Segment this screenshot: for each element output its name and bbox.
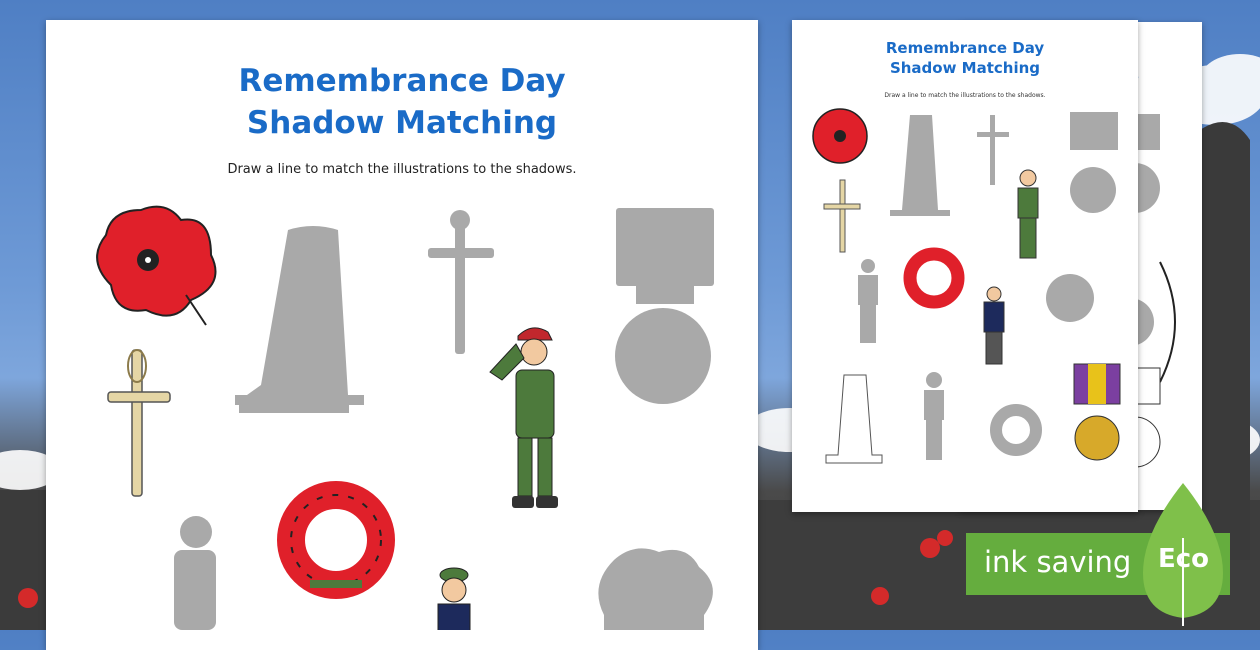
thumb-poppy-icon bbox=[813, 109, 867, 163]
ink-saving-label: ink saving bbox=[984, 545, 1132, 579]
wreath-icon[interactable] bbox=[291, 495, 381, 588]
thumb-wreath-icon bbox=[910, 254, 958, 302]
thumb-cross-shadow bbox=[977, 115, 1009, 185]
cross-shadow[interactable] bbox=[428, 210, 494, 354]
thumb-cenotaph-icon bbox=[826, 375, 882, 463]
thumb-medal-shadow bbox=[1070, 112, 1118, 213]
thumbnail-instructions: Draw a line to match the illustrations to the shadows. bbox=[884, 92, 1046, 99]
palm-cross-icon[interactable] bbox=[108, 350, 170, 496]
soldier-icon[interactable] bbox=[490, 328, 558, 508]
poppy-icon[interactable] bbox=[97, 207, 215, 325]
thumb-poppy-shadow bbox=[1046, 274, 1094, 322]
thumbnail-title-line2: Shadow Matching bbox=[889, 59, 1041, 77]
thumb-man-shadow bbox=[858, 259, 878, 343]
thumbnail-title-line1: Remembrance Day bbox=[885, 39, 1045, 57]
eco-label: Eco bbox=[1158, 544, 1210, 574]
thumbnail-front-sheet bbox=[792, 20, 1138, 512]
thumb-soldier-shadow bbox=[924, 372, 944, 460]
worksheet-instructions: Draw a line to match the illustrations to the shadows. bbox=[227, 162, 577, 177]
medal-shadow[interactable] bbox=[615, 208, 714, 404]
worksheet-page bbox=[46, 20, 758, 650]
veteran-icon[interactable] bbox=[438, 568, 470, 630]
thumb-medal-icon bbox=[1074, 364, 1120, 460]
thumb-palm-cross-icon bbox=[824, 180, 860, 252]
poppy-shadow[interactable] bbox=[598, 548, 713, 630]
thumb-veteran-icon bbox=[984, 287, 1004, 364]
cenotaph-shadow[interactable] bbox=[235, 226, 364, 413]
thumb-soldier-icon bbox=[1018, 170, 1038, 258]
thumb-cenotaph-shadow bbox=[890, 115, 950, 216]
worksheet-title-line2: Shadow Matching bbox=[246, 105, 558, 141]
worksheet-illustrations bbox=[46, 20, 758, 630]
man-shadow[interactable] bbox=[174, 516, 216, 630]
thumb-wreath-shadow bbox=[996, 410, 1036, 450]
worksheet-title-line1: Remembrance Day bbox=[238, 63, 566, 99]
thumbnail-illustrations bbox=[792, 20, 1138, 512]
